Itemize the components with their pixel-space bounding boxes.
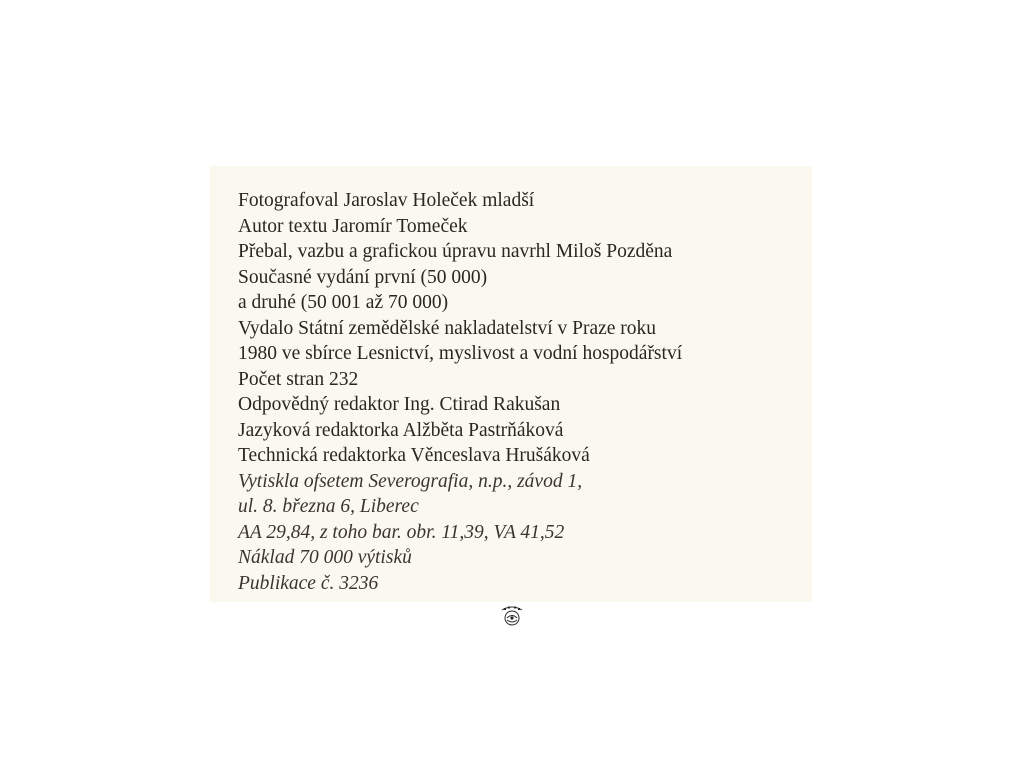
colophon-line-series: 1980 ve sbírce Lesnictví, myslivost a vodní hospodářství: [238, 343, 683, 364]
publisher-logo-icon: [499, 603, 525, 627]
colophon-line-publication-number: Publikace č. 3236: [238, 572, 379, 594]
colophon-page: [210, 166, 812, 602]
colophon-line-sheets: AA 29,84, z toho bar. obr. 11,39, VA 41,52: [238, 521, 565, 543]
colophon-line-author: Autor textu Jaromír Tomeček: [238, 215, 468, 237]
colophon-line-language-editor: Jazyková redaktorka Alžběta Pastrňáková: [238, 419, 564, 441]
colophon-line-publisher: Vydalo Státní zemědělské nakladatelství v Praze roku: [238, 317, 657, 339]
colophon-line-design: Přebal, vazbu a grafickou úpravu navrhl Miloš Pozděna: [238, 241, 673, 262]
colophon-line-print-run: Náklad 70 000 výtisků: [238, 547, 412, 568]
colophon-line-page-count: Počet stran 232: [238, 368, 359, 390]
colophon-line-technical-editor: Technická redaktorka Věnceslava Hrušáková: [238, 445, 590, 466]
colophon-text-block: [238, 188, 804, 596]
colophon-line-photographer: Fotografoval Jaroslav Holeček mladší: [238, 190, 535, 211]
colophon-line-edition-second: a druhé (50 001 až 70 000): [238, 292, 449, 313]
colophon-line-printer-address: ul. 8. března 6, Liberec: [238, 496, 419, 517]
colophon-line-edition-first: Současné vydání první (50 000): [238, 266, 488, 288]
colophon-line-printer: Vytiskla ofsetem Severografia, n.p., závod 1,: [238, 470, 583, 492]
colophon-line-responsible-editor: Odpovědný redaktor Ing. Ctirad Rakušan: [238, 394, 561, 415]
